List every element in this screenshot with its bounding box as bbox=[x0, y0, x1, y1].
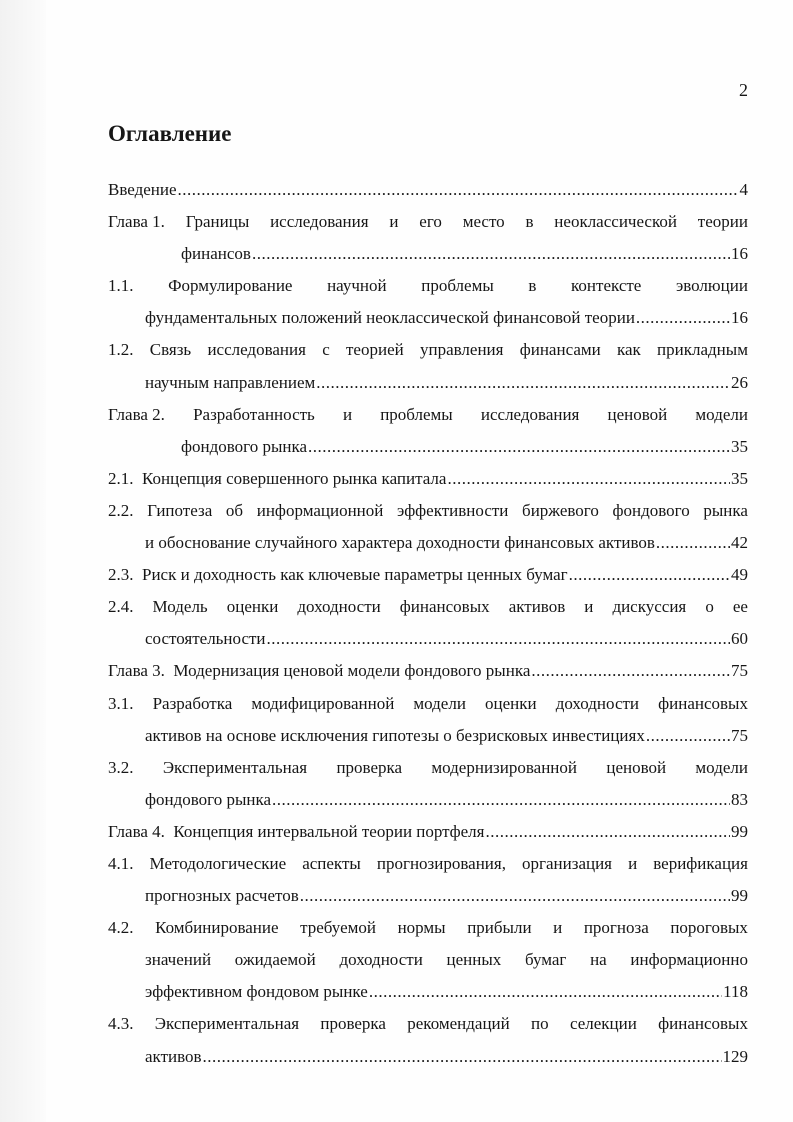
toc-word: управления bbox=[419, 340, 504, 360]
toc-word: ценовой bbox=[606, 757, 667, 777]
toc-entry-intro bbox=[108, 174, 748, 206]
toc-page-number: 129 bbox=[722, 1046, 748, 1066]
toc-page-number: 83 bbox=[731, 789, 748, 809]
toc-word: исследования bbox=[207, 340, 306, 360]
toc-entry-label: 1.1. bbox=[108, 276, 134, 296]
toc-word: и bbox=[389, 212, 399, 232]
toc-word: теорией bbox=[346, 340, 404, 360]
toc-word: прогнозирования, bbox=[376, 853, 506, 873]
toc-entry-ch1 bbox=[108, 206, 748, 238]
toc-word: неоклассической bbox=[554, 212, 677, 232]
toc-entry-ch2 bbox=[108, 399, 748, 431]
toc-page-number: 75 bbox=[731, 661, 748, 681]
toc-word: проверка bbox=[320, 1014, 386, 1034]
toc-entry-s4-1 bbox=[108, 848, 748, 880]
toc-word: селекции bbox=[569, 1014, 637, 1034]
toc-entry-s2-2 bbox=[108, 495, 748, 527]
toc-entry-title: Глава 4. Концепция интервальной теории портфеля bbox=[108, 821, 485, 841]
toc-entry-s3-1-cont bbox=[108, 720, 748, 752]
toc-word: Экспериментальная bbox=[154, 1014, 300, 1034]
toc-word: финансовых bbox=[658, 693, 748, 713]
toc-entry-s1-1-cont bbox=[108, 302, 748, 334]
toc-entry-ch1-cont bbox=[108, 238, 748, 270]
toc-entry-title: фондового рынка bbox=[145, 789, 272, 809]
toc-entry-label: 1.2. bbox=[108, 340, 134, 360]
toc-entry-label: 3.1. bbox=[108, 693, 134, 713]
toc-word: биржевого bbox=[522, 500, 599, 520]
toc-word: эффективности bbox=[397, 500, 509, 520]
toc-word: исследования bbox=[270, 212, 369, 232]
toc-page-number: 4 bbox=[739, 180, 748, 199]
toc-entry-label: 2.2. bbox=[108, 500, 134, 520]
toc-entry-title: активов bbox=[145, 1046, 202, 1066]
toc-entry-title: Введение bbox=[108, 180, 177, 199]
toc-word: активов bbox=[508, 597, 566, 617]
toc-word: фондового bbox=[612, 500, 690, 520]
toc-page-number: 99 bbox=[731, 821, 748, 841]
toc-word: Модель bbox=[152, 597, 208, 617]
dot-leader bbox=[178, 174, 739, 206]
toc-word: оценки bbox=[226, 597, 279, 617]
toc-entry-s4-2 bbox=[108, 912, 748, 944]
toc-word: Формулирование bbox=[168, 276, 293, 296]
table-of-contents bbox=[108, 174, 748, 1073]
toc-entry-label: 4.2. bbox=[108, 918, 134, 938]
toc-word: и bbox=[584, 597, 594, 617]
toc-page-number: 26 bbox=[731, 372, 748, 392]
toc-page-number: 60 bbox=[731, 629, 748, 649]
toc-entry-label: 4.1. bbox=[108, 853, 134, 873]
toc-word: информационно bbox=[630, 950, 748, 970]
toc-word: прикладным bbox=[657, 340, 748, 360]
toc-entry-s4-2-line2 bbox=[108, 944, 748, 976]
toc-entry-ch2-cont bbox=[108, 431, 748, 463]
toc-entry-title: и обоснование случайного характера доходности финансовых активов bbox=[145, 533, 655, 553]
toc-word: по bbox=[531, 1014, 549, 1034]
toc-word: ценных bbox=[446, 950, 502, 970]
toc-word: Границы bbox=[185, 212, 250, 232]
toc-word: пороговых bbox=[670, 918, 748, 938]
toc-word: модели bbox=[695, 404, 748, 424]
toc-word: Разработка bbox=[152, 693, 233, 713]
toc-word: проблемы bbox=[380, 404, 453, 424]
toc-word: место bbox=[462, 212, 505, 232]
toc-word: модернизированной bbox=[431, 757, 578, 777]
page-number: 2 bbox=[739, 80, 748, 100]
toc-page-number: 35 bbox=[731, 468, 748, 488]
dot-leader bbox=[203, 1041, 722, 1073]
dot-leader bbox=[447, 463, 730, 495]
toc-word: Разработанность bbox=[193, 404, 315, 424]
toc-entry-title: научным направлением bbox=[145, 372, 316, 392]
toc-word: исследования bbox=[480, 404, 580, 424]
dot-leader bbox=[267, 623, 730, 655]
toc-word: в bbox=[528, 276, 537, 296]
scan-margin-shade bbox=[0, 0, 46, 1122]
toc-word: финансами bbox=[519, 340, 601, 360]
dot-leader bbox=[316, 367, 730, 399]
toc-word: в bbox=[525, 212, 534, 232]
toc-word: теории bbox=[697, 212, 748, 232]
toc-entry-title: 2.1. Концепция совершенного рынка капитала bbox=[108, 468, 447, 488]
toc-entry-s2-3 bbox=[108, 559, 748, 591]
toc-word: и bbox=[628, 853, 638, 873]
toc-word: модели bbox=[695, 757, 748, 777]
toc-entry-title: 2.3. Риск и доходность как ключевые параметры ценных бумаг bbox=[108, 565, 568, 585]
dot-leader bbox=[308, 431, 730, 463]
toc-word: бумаг bbox=[524, 950, 567, 970]
toc-word: доходности bbox=[297, 597, 381, 617]
toc-word: с bbox=[322, 340, 330, 360]
toc-page-number: 75 bbox=[731, 725, 748, 745]
toc-entry-title: фондового рынка bbox=[181, 436, 308, 456]
dot-leader bbox=[569, 559, 730, 591]
toc-word: финансовых bbox=[399, 597, 490, 617]
toc-entry-s4-2-cont bbox=[108, 976, 748, 1008]
toc-entry-label: Глава 1. bbox=[108, 212, 165, 232]
dot-leader bbox=[646, 720, 730, 752]
toc-entry-s1-1 bbox=[108, 270, 748, 302]
toc-heading: Оглавление bbox=[108, 121, 232, 146]
toc-word: Методологические bbox=[149, 853, 287, 873]
toc-entry-s4-1-cont bbox=[108, 880, 748, 912]
toc-word: организация bbox=[522, 853, 613, 873]
toc-word: доходности bbox=[555, 693, 640, 713]
toc-page-number: 16 bbox=[731, 244, 748, 264]
toc-entry-label: 4.3. bbox=[108, 1014, 134, 1034]
toc-word: прибыли bbox=[467, 918, 532, 938]
dot-leader bbox=[485, 816, 730, 848]
toc-word: нормы bbox=[397, 918, 446, 938]
toc-word: об bbox=[225, 500, 244, 520]
toc-entry-s4-3-cont bbox=[108, 1041, 748, 1073]
toc-word: аспекты bbox=[302, 853, 361, 873]
toc-entry-title: состоятельности bbox=[145, 629, 266, 649]
dot-leader bbox=[531, 655, 730, 687]
dot-leader bbox=[656, 527, 730, 559]
toc-entry-s4-3 bbox=[108, 1008, 748, 1040]
toc-entry-title: прогнозных расчетов bbox=[145, 886, 299, 906]
toc-word: Экспериментальная bbox=[162, 757, 308, 777]
toc-word: финансовых bbox=[658, 1014, 748, 1034]
toc-word: ее bbox=[732, 597, 748, 617]
toc-entry-title: активов на основе исключения гипотезы о безрисковых инвестициях bbox=[145, 725, 645, 745]
toc-word: ценовой bbox=[607, 404, 668, 424]
dot-leader bbox=[252, 238, 730, 270]
toc-word: требуемой bbox=[300, 918, 376, 938]
toc-word: его bbox=[419, 212, 442, 232]
toc-word: значений bbox=[145, 950, 212, 970]
toc-word: Гипотеза bbox=[147, 500, 213, 520]
toc-word: научной bbox=[327, 276, 387, 296]
toc-word: дискуссия bbox=[612, 597, 687, 617]
toc-word: контексте bbox=[571, 276, 642, 296]
toc-word: Связь bbox=[149, 340, 192, 360]
toc-word: на bbox=[590, 950, 607, 970]
toc-page-number: 99 bbox=[731, 886, 748, 906]
toc-word: модифицированной bbox=[251, 693, 395, 713]
toc-word: как bbox=[616, 340, 641, 360]
toc-word: ожидаемой bbox=[234, 950, 316, 970]
toc-entry-s3-2-cont bbox=[108, 784, 748, 816]
dot-leader bbox=[636, 302, 730, 334]
toc-entry-s3-1 bbox=[108, 688, 748, 720]
toc-entry-s1-2-cont bbox=[108, 367, 748, 399]
toc-word: информационной bbox=[256, 500, 384, 520]
toc-word: и bbox=[342, 404, 353, 424]
toc-word: доходности bbox=[339, 950, 423, 970]
toc-page-number: 16 bbox=[731, 308, 748, 328]
toc-word: проблемы bbox=[421, 276, 494, 296]
toc-entry-s2-4-cont bbox=[108, 623, 748, 655]
toc-word: рекомендаций bbox=[407, 1014, 510, 1034]
toc-entry-s2-2-cont bbox=[108, 527, 748, 559]
toc-entry-s1-2 bbox=[108, 334, 748, 366]
toc-word: проверка bbox=[336, 757, 403, 777]
toc-entry-label: Глава 2. bbox=[108, 404, 165, 424]
toc-entry-title: Глава 3. Модернизация ценовой модели фондового рынка bbox=[108, 661, 531, 681]
toc-page-number: 49 bbox=[731, 565, 748, 585]
toc-entry-title: фундаментальных положений неоклассической финансовой теории bbox=[145, 308, 635, 328]
toc-entry-ch3 bbox=[108, 655, 748, 687]
toc-entry-title: эффективном фондовом рынке bbox=[145, 982, 368, 1002]
toc-entry-s2-1 bbox=[108, 463, 748, 495]
toc-entry-s2-4 bbox=[108, 591, 748, 623]
toc-page-number: 42 bbox=[731, 533, 748, 553]
toc-word: и bbox=[553, 918, 563, 938]
dot-leader bbox=[272, 784, 730, 816]
toc-entry-title: финансов bbox=[181, 244, 251, 264]
toc-entry-label: 2.4. bbox=[108, 597, 134, 617]
toc-word: рынка bbox=[703, 500, 748, 520]
toc-word: модели bbox=[413, 693, 466, 713]
dot-leader bbox=[369, 976, 722, 1008]
toc-word: прогноза bbox=[583, 918, 649, 938]
toc-word: оценки bbox=[485, 693, 537, 713]
toc-word: Комбинирование bbox=[155, 918, 279, 938]
toc-entry-s3-2 bbox=[108, 752, 748, 784]
toc-word: верификация bbox=[653, 853, 748, 873]
toc-entry-ch4 bbox=[108, 816, 748, 848]
toc-word: эволюции bbox=[675, 276, 748, 296]
toc-page-number: 35 bbox=[731, 436, 748, 456]
dot-leader bbox=[300, 880, 730, 912]
toc-entry-label: 3.2. bbox=[108, 757, 134, 777]
toc-page-number: 118 bbox=[723, 982, 748, 1002]
toc-word: о bbox=[705, 597, 714, 617]
